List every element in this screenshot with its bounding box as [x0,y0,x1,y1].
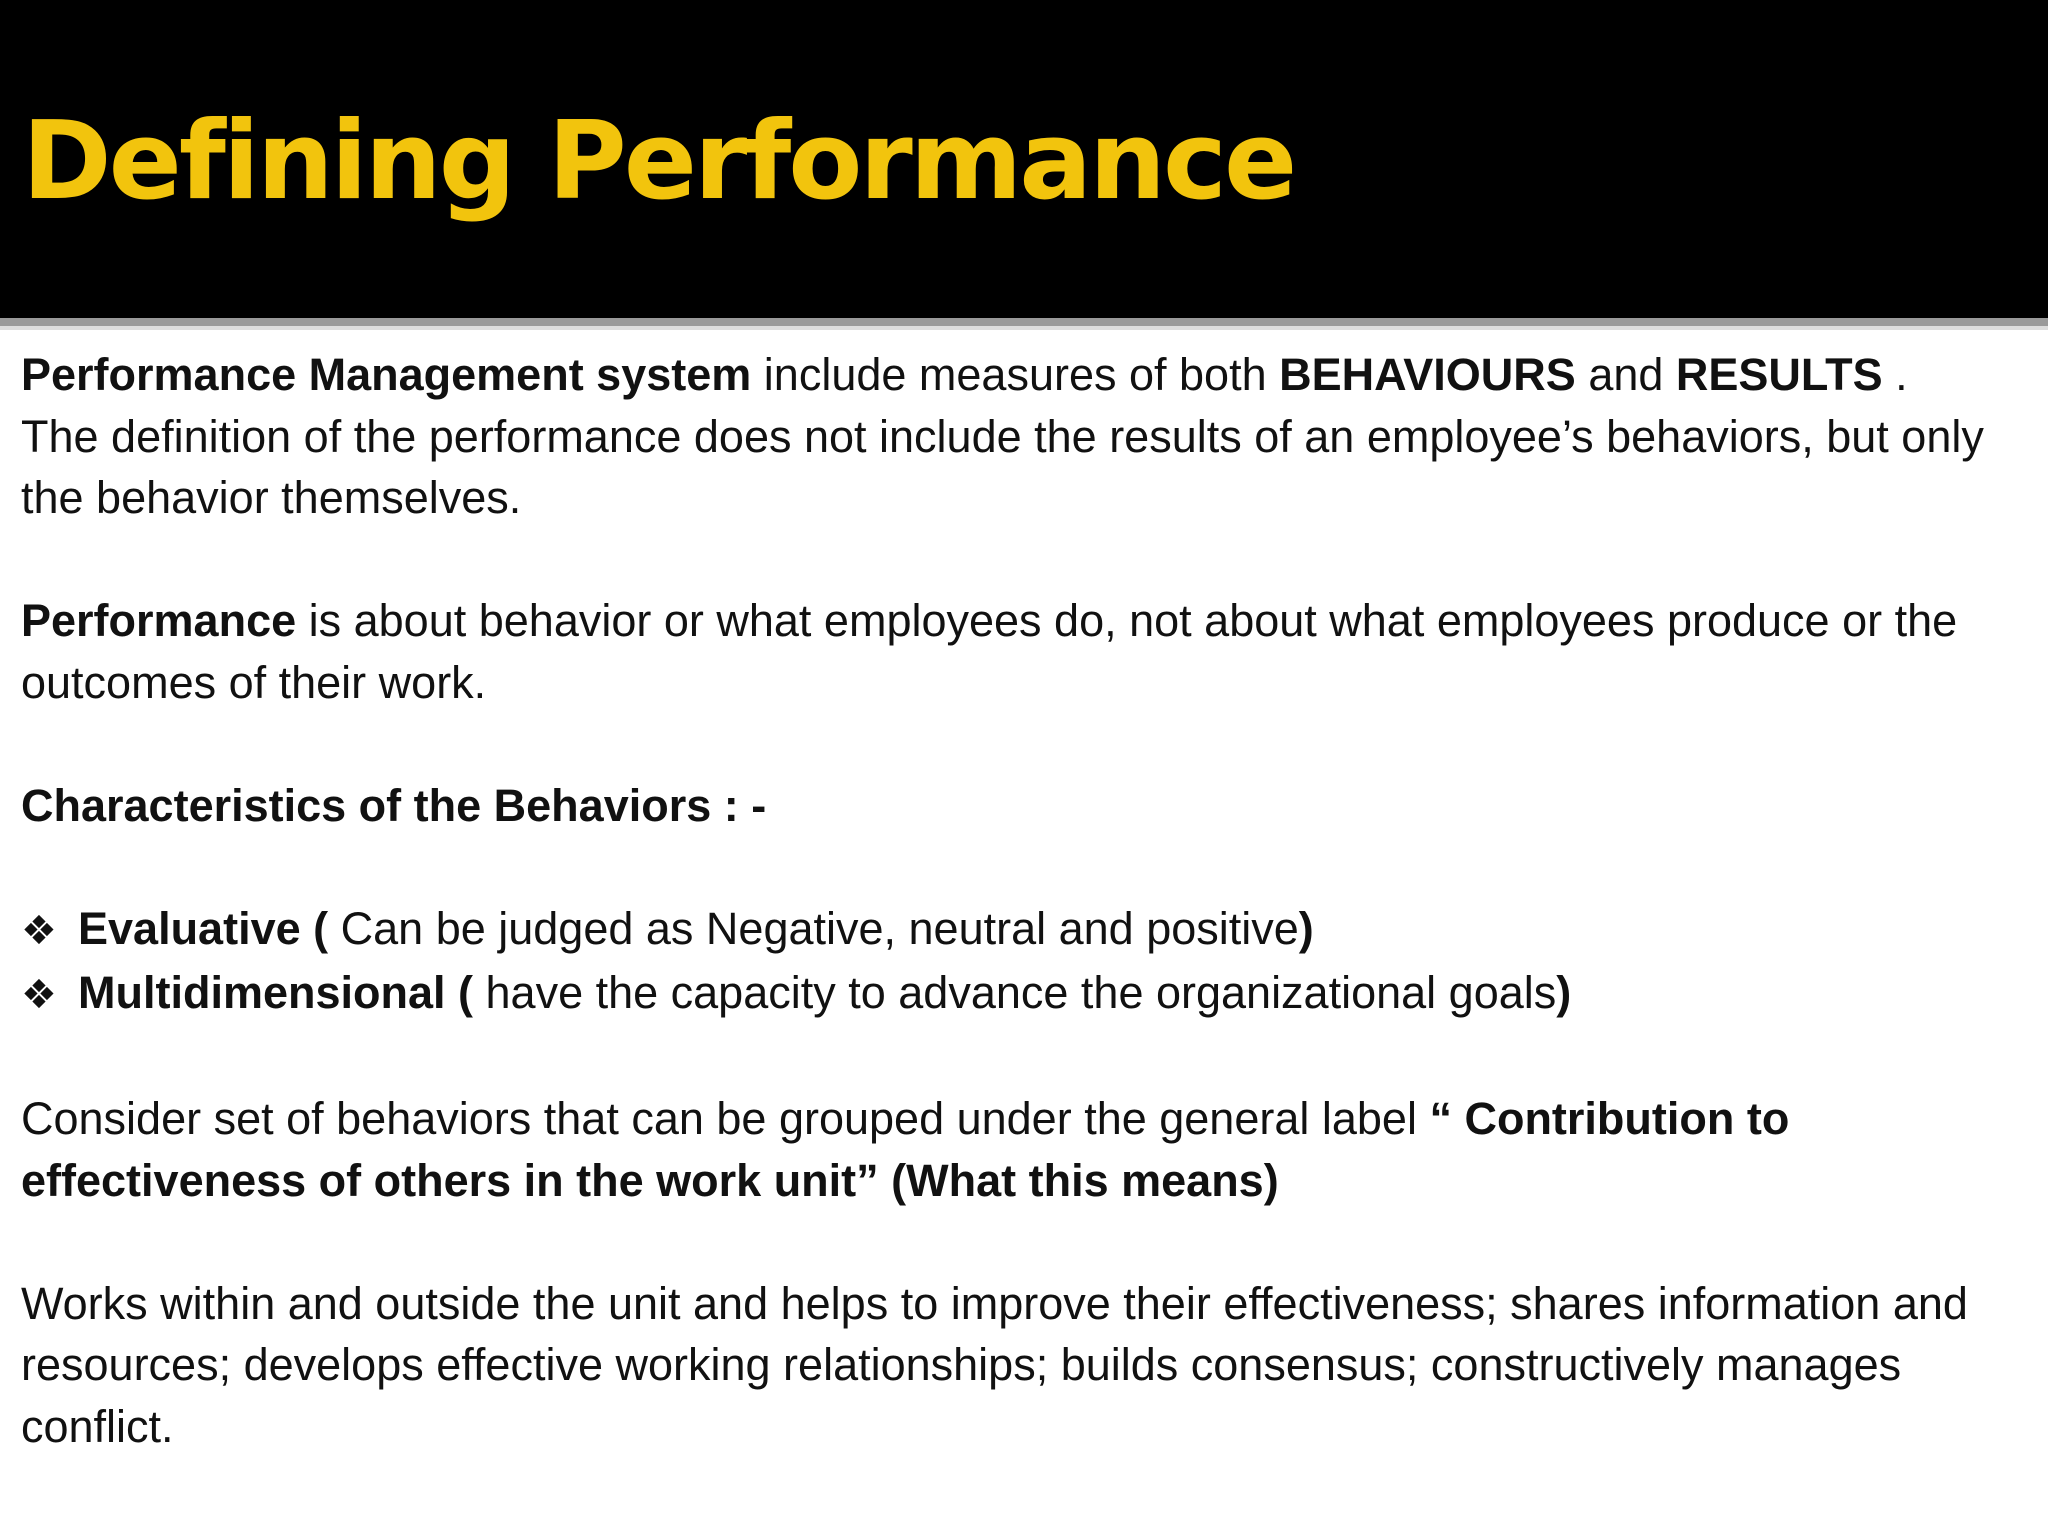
bullet-multidimensional [21,962,2021,1027]
slide-title: Defining Performance [22,99,1295,224]
term-behaviours: BEHAVIOURS [1279,349,1576,400]
title-bar [0,0,2048,318]
bullet-evaluative-text: Can be judged as Negative, neutral and positive [328,902,1299,954]
paragraph2-text: is about behavior or what employees do, not about what employees produce or the outcomes of their work. [21,595,1958,708]
diamond-bullet-icon: ❖ [21,907,57,954]
paragraph-performance-management [21,344,2021,529]
bullet-multidimensional-text: have the capacity to advance the organizational goals [473,967,1557,1018]
paragraph1-text-and: and [1575,349,1676,400]
slide-body [21,344,2021,1457]
paragraph1-definition: The definition of the performance does not include the results of an employee’s behaviors, but only the behavior themselves. [21,410,1984,523]
contribution-label: “ Contribution to effectiveness of others in the work unit” (What this means) [21,1093,1790,1206]
term-results: RESULTS [1675,349,1883,400]
bullet-evaluative-open-paren: ( [300,902,329,954]
spacer [21,836,2021,898]
bullet-multidimensional-label: Multidimensional [78,967,446,1018]
paragraph1-text-a: include measures of both [751,349,1280,400]
term-performance: Performance [21,595,297,646]
spacer [21,1027,2021,1089]
characteristics-heading: Characteristics of the Behaviors : - [21,779,767,831]
paragraph3-text: Consider set of behaviors that can be grouped under the general label [21,1093,1430,1144]
spacer [21,1211,2021,1273]
title-divider [0,318,2048,326]
paragraph-works-within: Works within and outside the unit and helps to improve their effectiveness; shares information and resources; develops effective working relationships; builds consensus; constructively manages conflict. [21,1277,1968,1452]
title-divider-highlight [0,326,2048,330]
bullet-multidimensional-open-paren: ( [445,967,474,1018]
term-performance-management-system: Performance Management system [21,349,752,400]
bullet-evaluative-close-paren: ) [1298,902,1314,954]
paragraph1-text-b: . [1882,349,1908,400]
bullet-multidimensional-close-paren: ) [1556,967,1572,1018]
spacer [21,713,2021,775]
bullet-evaluative-label: Evaluative [78,902,301,954]
spacer [21,529,2021,591]
bullet-evaluative [21,898,2021,963]
diamond-bullet-icon: ❖ [21,972,57,1018]
paragraph-performance [21,590,2021,713]
paragraph-contribution [21,1088,2021,1211]
